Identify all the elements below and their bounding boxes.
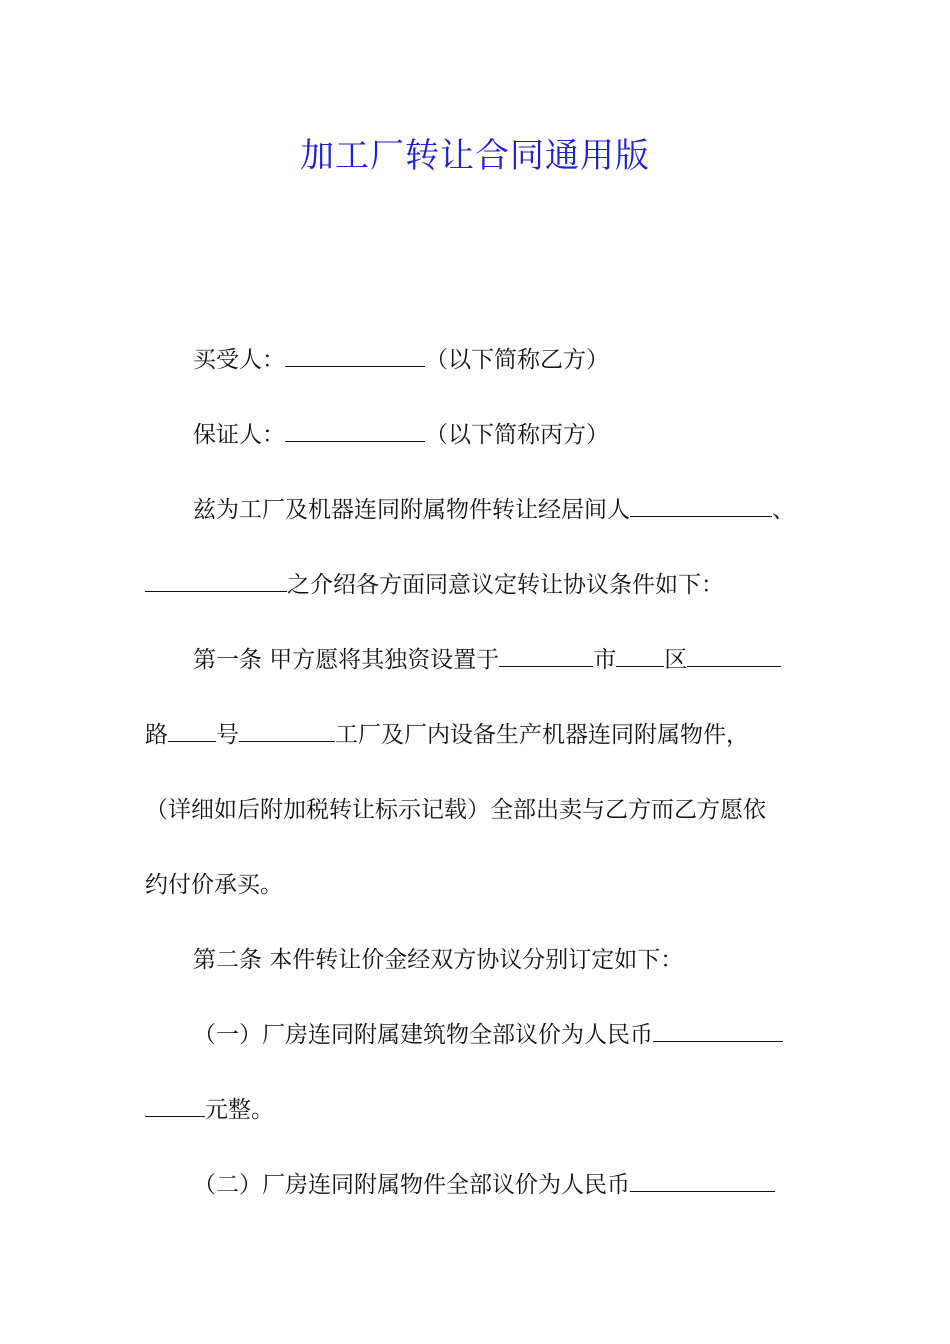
buyer-suffix: （以下简称乙方） [425,347,609,373]
article1-text-2: 工厂及厂内设备生产机器连同附属物件， [335,722,749,748]
intro-text-2: 之介绍各方面同意议定转让协议条件如下： [287,572,724,598]
intermediary-blank-2 [145,571,287,592]
number-blank [168,721,216,742]
article1-line-1 [193,645,781,675]
article1-line-3: （详细如后附加税转让标示记载）全部出卖与乙方而乙方愿依 [145,797,766,823]
district-blank [616,646,664,667]
intermediary-blank-1 [630,496,772,517]
guarantor-label: 保证人： [193,422,285,448]
item1-amount-blank-1 [653,1021,783,1042]
intro-text-1: 兹为工厂及机器连同附属物件转让经居间人 [193,497,630,523]
buyer-blank [285,346,425,367]
item2-amount-blank [630,1171,775,1192]
item2-text: （二）厂房连同附属物件全部议价为人民币 [193,1172,630,1198]
article1-line-4: 约付价承买。 [145,872,283,898]
item1-line [193,1020,783,1050]
road-blank [687,646,781,667]
article1-text: 第一条 甲方愿将其独资设置于 [193,647,500,673]
document-title: 加工厂转让合同通用版 [300,136,650,176]
article2-title: 第二条 本件转让价金经双方协议分别订定如下： [193,947,684,973]
intro-line-1 [193,495,795,525]
item1-amount-blank-2 [145,1096,205,1117]
city-blank [499,646,593,667]
guarantor-suffix: （以下简称丙方） [425,422,609,448]
city-label: 市 [593,647,617,673]
item2-line [193,1170,775,1200]
buyer-label: 买受人： [193,347,285,373]
buyer-line [193,345,609,375]
guarantor-blank [285,421,425,442]
item1-text: （一）厂房连同附属建筑物全部议价为人民币 [193,1022,653,1048]
item1-line-2 [145,1095,274,1125]
intro-comma: 、 [772,497,795,523]
district-label: 区 [664,647,688,673]
number-label: 号 [216,722,239,748]
article1-line-2 [145,720,749,750]
guarantor-line [193,420,609,450]
intro-line-2 [145,570,724,600]
factory-name-blank [239,721,335,742]
road-label: 路 [145,722,168,748]
item1-end: 元整。 [205,1097,274,1123]
